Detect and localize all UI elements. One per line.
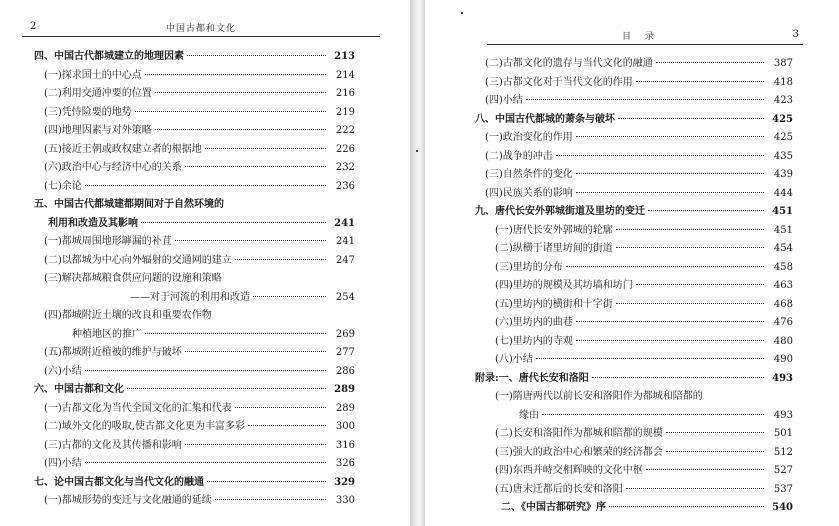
toc-entry-page: 454 xyxy=(773,243,793,254)
toc-entry-title: (一)都城形势的变迁与文化融通的延续 xyxy=(44,495,212,506)
toc-entry-page: 463 xyxy=(773,280,793,291)
toc-dot-leader xyxy=(145,74,326,75)
toc-entry xyxy=(34,233,355,252)
toc-dot-leader xyxy=(185,444,326,445)
toc-entry-title: (二)利用交通冲要的位置 xyxy=(44,88,152,99)
toc-dot-leader xyxy=(536,358,764,359)
toc-dot-leader xyxy=(175,240,326,241)
toc-entry-page: 316 xyxy=(335,439,355,451)
toc-entry xyxy=(475,481,793,500)
toc-entry xyxy=(475,55,793,74)
toc-entry-page: 226 xyxy=(335,143,355,155)
toc-entry xyxy=(34,48,355,67)
toc-entry-title: (五)接近王朝或政权建立者的根据地 xyxy=(44,143,202,155)
toc-entry xyxy=(34,252,355,271)
toc-entry-page: 458 xyxy=(773,261,793,273)
toc-entry-title: (三)强大的政治中心和繁荣的经济都会 xyxy=(495,446,663,458)
toc-dot-leader xyxy=(609,506,764,507)
toc-entry xyxy=(34,178,355,197)
toc-entry xyxy=(34,363,355,382)
toc-entry-page: 476 xyxy=(773,317,793,328)
toc-entry-page: 326 xyxy=(335,458,355,469)
toc-entry-title: (一)古都文化为当代全国文化的汇集和代表 xyxy=(44,402,232,414)
toc-entry-page: 247 xyxy=(335,254,355,266)
toc-dot-leader xyxy=(576,192,764,193)
toc-entry-page: 300 xyxy=(335,421,355,432)
toc-entry-title: (三)凭恃险要的地势 xyxy=(44,106,132,118)
toc-entry-title: (二)长安和洛阳作为都城和陪都的规模 xyxy=(495,428,663,439)
toc-entry xyxy=(475,185,793,204)
toc-entry xyxy=(34,67,355,86)
book-gutter xyxy=(410,0,425,526)
toc-dot-leader xyxy=(616,247,764,248)
toc-entry-title: (二)域外文化的吸取,使古都文化更为丰富多彩 xyxy=(44,421,245,432)
toc-entry xyxy=(475,148,793,167)
toc-dot-leader xyxy=(235,259,326,260)
toc-entry-title: (四)民族关系的影响 xyxy=(485,187,573,199)
toc-dot-leader xyxy=(155,129,326,130)
toc-entry xyxy=(34,418,355,437)
right-page-header xyxy=(487,26,803,45)
left-page-number: 2 xyxy=(30,21,37,32)
toc-entry-page: 254 xyxy=(335,291,355,303)
toc-entry-title: (八)小结 xyxy=(495,354,533,365)
toc-entry-title: (七)里坊内的寺观 xyxy=(495,335,573,347)
toc-dot-leader xyxy=(592,377,764,378)
toc-entry xyxy=(34,85,355,104)
toc-entry-title: (一)唐代长安外郭城的轮廓 xyxy=(495,224,613,236)
toc-entry xyxy=(34,104,355,123)
toc-entry xyxy=(475,222,793,241)
toc-entry xyxy=(475,499,793,518)
toc-entry-title: (四)都城附近土壤的改良和重要农作物 xyxy=(44,310,212,321)
toc-entry-title: (四)里坊的规模及其坊墙和坊门 xyxy=(495,280,633,291)
toc-dot-leader xyxy=(127,388,326,389)
toc-entry-title: (一)隋唐两代以前长安和洛阳作为都城和陪都的 xyxy=(495,391,703,402)
toc-dot-leader xyxy=(187,55,326,56)
toc-dot-leader xyxy=(618,118,764,119)
toc-entry-title: (三)古都的文化及其传播和影响 xyxy=(44,439,182,451)
toc-dot-leader xyxy=(526,99,764,100)
toc-entry-page: 480 xyxy=(773,335,793,347)
toc-entry-title: (四)小结 xyxy=(44,458,82,469)
toc-dot-leader xyxy=(85,185,326,186)
toc-entry xyxy=(475,425,793,444)
right-page xyxy=(425,0,839,526)
toc-entry-page: 493 xyxy=(773,409,793,421)
toc-entry-page: 537 xyxy=(773,483,793,495)
toc-entry xyxy=(475,296,793,315)
left-toc-list xyxy=(34,48,355,511)
toc-dot-leader xyxy=(185,166,326,167)
toc-dot-leader xyxy=(576,136,764,137)
toc-entry-page: 236 xyxy=(335,180,355,192)
toc-entry xyxy=(34,400,355,419)
toc-entry-page: 493 xyxy=(772,372,793,384)
toc-entry xyxy=(34,215,355,234)
toc-entry-page: 219 xyxy=(335,106,355,118)
toc-entry-title: (四)地理因素与对外策略 xyxy=(44,125,152,136)
toc-entry-title: (六)里坊内的曲巷 xyxy=(495,317,573,328)
toc-entry xyxy=(34,344,355,363)
toc-entry-page: 451 xyxy=(772,206,793,217)
toc-entry-title: (六)政治中心与经济中心的关系 xyxy=(44,162,182,173)
toc-entry-page: 425 xyxy=(773,132,793,143)
toc-entry-title: (七)余论 xyxy=(44,180,82,192)
toc-entry-page: 216 xyxy=(335,88,355,99)
toc-entry-title: (三)自然条件的变化 xyxy=(485,169,573,180)
toc-entry-page: 289 xyxy=(334,384,355,395)
toc-entry-page: 330 xyxy=(335,495,355,506)
toc-entry xyxy=(34,122,355,141)
right-page-number: 3 xyxy=(792,29,799,40)
toc-dot-leader xyxy=(556,155,764,156)
toc-entry-title: (一)都城周围地形罅漏的补苴 xyxy=(44,236,172,247)
left-running-title: 中国古都和文化 xyxy=(165,24,236,34)
toc-entry-title: (五)都城附近植被的维护与破坏 xyxy=(44,347,182,358)
toc-dot-leader xyxy=(636,284,764,285)
toc-dot-leader xyxy=(576,173,764,174)
toc-entry xyxy=(475,314,793,333)
toc-entry-title: (一)政治变化的作用 xyxy=(485,132,573,143)
toc-entry-page: 269 xyxy=(335,328,355,340)
toc-dot-leader xyxy=(576,321,764,322)
toc-entry-page: 329 xyxy=(334,476,355,488)
toc-dot-leader xyxy=(616,303,764,304)
toc-entry-title: (三)解决都城粮食供应问题的设施和策略 xyxy=(44,273,222,284)
toc-dot-leader xyxy=(646,469,764,470)
toc-entry xyxy=(475,444,793,463)
toc-entry xyxy=(34,326,355,345)
toc-dot-leader xyxy=(215,499,326,500)
toc-entry xyxy=(34,492,355,511)
toc-dot-leader xyxy=(185,351,326,352)
left-page-header xyxy=(22,18,380,37)
toc-entry-title: (四)小结 xyxy=(485,95,523,106)
toc-entry-page: 289 xyxy=(335,402,355,414)
toc-dot-leader xyxy=(566,266,764,267)
toc-dot-leader xyxy=(248,425,326,426)
toc-dot-leader xyxy=(205,148,326,149)
toc-entry xyxy=(34,289,355,308)
toc-entry-title: (五)唐末迁都后的长安和洛阳 xyxy=(495,483,623,495)
toc-entry xyxy=(475,129,793,148)
toc-entry-title: 附录:一、唐代长安和洛阳 xyxy=(475,372,589,384)
toc-entry-title: 五、中国古代都城建都期间对于自然环境的 xyxy=(34,199,224,210)
toc-entry-title: (六)小结 xyxy=(44,365,82,377)
toc-entry-page: 451 xyxy=(773,224,793,236)
toc-entry-title: 种植地区的推广 xyxy=(72,328,142,340)
toc-entry xyxy=(475,92,793,111)
toc-entry-page: 439 xyxy=(773,169,793,180)
toc-entry-page: 490 xyxy=(773,354,793,365)
toc-entry-page: 277 xyxy=(335,347,355,358)
toc-entry-title: 二、《中国古都研究》序 xyxy=(501,502,606,513)
toc-entry xyxy=(475,203,793,222)
toc-entry-page: 468 xyxy=(773,298,793,310)
toc-entry-page: 435 xyxy=(773,150,793,162)
toc-entry xyxy=(475,388,793,407)
toc-entry xyxy=(34,307,355,326)
toc-entry xyxy=(475,259,793,278)
toc-entry-page: 286 xyxy=(335,365,355,377)
toc-dot-leader xyxy=(626,488,764,489)
toc-entry-title: (二)战争的冲击 xyxy=(485,150,553,162)
toc-entry xyxy=(475,277,793,296)
toc-entry xyxy=(34,437,355,456)
toc-dot-leader xyxy=(666,432,764,433)
toc-entry-title: (五)里坊内的横街和十字街 xyxy=(495,298,613,310)
toc-dot-leader xyxy=(576,340,764,341)
toc-entry xyxy=(475,462,793,481)
toc-entry-page: 241 xyxy=(334,217,355,229)
toc-dot-leader xyxy=(666,451,764,452)
toc-entry xyxy=(34,381,355,400)
toc-dot-leader xyxy=(155,92,326,93)
toc-entry xyxy=(475,111,793,130)
toc-entry-title: 九、唐代长安外郭城街道及里坊的变迁 xyxy=(475,206,645,217)
toc-entry-page: 512 xyxy=(773,446,793,458)
toc-entry xyxy=(34,159,355,178)
toc-dot-leader xyxy=(253,296,326,297)
right-running-title: 目录 xyxy=(621,32,668,42)
toc-dot-leader xyxy=(235,407,326,408)
toc-entry-title: (二)纵横于诸里坊间的街道 xyxy=(495,243,613,254)
toc-dot-leader xyxy=(85,370,326,371)
toc-entry-page: 214 xyxy=(335,69,355,81)
toc-entry-page: 387 xyxy=(773,58,793,69)
toc-entry-title: 缘由 xyxy=(519,409,539,421)
toc-dot-leader xyxy=(656,62,764,63)
toc-entry-title: (四)东西并峙交相辉映的文化中枢 xyxy=(495,465,643,476)
toc-entry-title: (三)古都文化对于当代文化的作用 xyxy=(485,76,633,88)
toc-entry xyxy=(475,351,793,370)
toc-entry xyxy=(34,455,355,474)
toc-dot-leader xyxy=(542,414,764,415)
toc-entry-title: 八、中国古代都城的萧条与破坏 xyxy=(475,113,615,125)
right-toc-list xyxy=(475,55,793,518)
toc-entry-title: 四、中国古代都城建立的地理因素 xyxy=(34,51,184,62)
toc-dot-leader xyxy=(141,222,326,223)
toc-entry xyxy=(475,407,793,426)
toc-entry xyxy=(475,166,793,185)
toc-dot-leader xyxy=(85,462,326,463)
toc-entry xyxy=(34,141,355,160)
toc-entry-page: 222 xyxy=(335,125,355,136)
toc-entry-title: (一)探求国土的中心点 xyxy=(44,69,142,81)
toc-entry-page: 501 xyxy=(773,428,793,439)
toc-entry-title: (三)里坊的分布 xyxy=(495,261,563,273)
toc-entry xyxy=(34,270,355,289)
toc-entry-title: (二)以都城为中心向外辐射的交通网的建立 xyxy=(44,254,232,266)
toc-entry xyxy=(34,196,355,215)
toc-entry-title: 利用和改造及其影响 xyxy=(48,217,138,229)
left-page xyxy=(0,0,410,526)
toc-entry xyxy=(475,370,793,389)
toc-dot-leader xyxy=(145,333,326,334)
toc-entry-page: 527 xyxy=(773,465,793,476)
toc-entry-page: 232 xyxy=(335,162,355,173)
toc-entry-page: 425 xyxy=(772,113,793,125)
toc-dot-leader xyxy=(207,481,326,482)
toc-entry-page: 423 xyxy=(773,95,793,106)
toc-entry-page: 444 xyxy=(773,187,793,199)
toc-dot-leader xyxy=(648,210,764,211)
toc-entry xyxy=(475,74,793,93)
toc-entry-title: ——对于河流的利用和改造 xyxy=(130,291,250,303)
toc-entry-page: 418 xyxy=(773,76,793,88)
toc-entry-title: 六、中国古都和文化 xyxy=(34,384,124,395)
toc-entry-page: 213 xyxy=(334,51,355,62)
toc-dot-leader xyxy=(636,81,764,82)
toc-entry-page: 241 xyxy=(335,236,355,247)
toc-entry-title: 七、论中国古都文化与当代文化的融通 xyxy=(34,476,204,488)
toc-entry-title: (二)古都文化的遗存与当代文化的融通 xyxy=(485,58,653,69)
toc-entry xyxy=(475,240,793,259)
toc-dot-leader xyxy=(135,111,326,112)
toc-entry xyxy=(475,333,793,352)
toc-entry xyxy=(34,474,355,493)
toc-dot-leader xyxy=(616,229,764,230)
toc-entry-page: 540 xyxy=(772,502,793,513)
